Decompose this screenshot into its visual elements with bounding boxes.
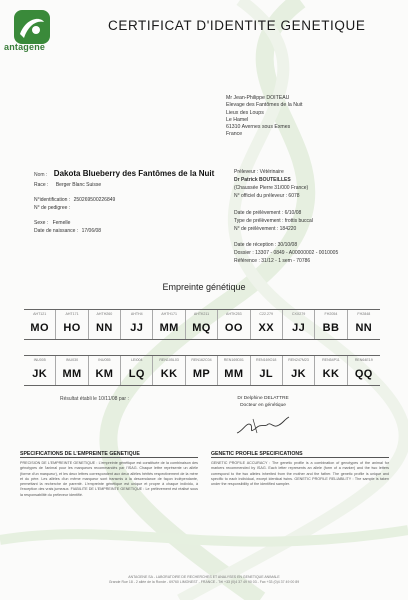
signature-block xyxy=(228,396,298,441)
race-value: Berger Blanc Suisse xyxy=(55,182,102,188)
signer-name: Dr Delphine DELATTRE xyxy=(237,396,289,401)
marker-cell xyxy=(251,310,283,339)
marker-cell xyxy=(56,356,88,385)
marker-locus: REN169O18 xyxy=(256,358,277,362)
pedigree-row xyxy=(34,205,70,211)
pedigree-label: N° de pedigree : xyxy=(34,205,71,211)
marker-alleles: JK xyxy=(291,368,307,380)
marker-locus: AHTK211 xyxy=(193,312,210,316)
marker-locus: C22.279 xyxy=(259,312,274,316)
marker-grid-2 xyxy=(24,355,380,386)
marker-alleles: XX xyxy=(258,322,274,334)
marker-locus: INU030 xyxy=(65,358,79,362)
date-prelevement: Date de prélèvement : 6/10/08 xyxy=(234,210,302,216)
marker-alleles: MM xyxy=(159,322,179,334)
marker-cell xyxy=(186,310,218,339)
marker-alleles: LQ xyxy=(128,368,145,380)
marker-alleles: MO xyxy=(30,322,49,334)
id-row xyxy=(34,197,115,203)
marker-alleles: MM xyxy=(62,368,82,380)
result-line: Résultat établi le 10/11/08 par : xyxy=(60,396,129,402)
marker-locus: REN64E19 xyxy=(354,358,373,362)
preleveur: Préleveur : Vétérinaire xyxy=(234,169,284,175)
reference: Référence : 31/12 - 1 sem - 70786 xyxy=(234,258,311,264)
type-prelevement: Type de prélèvement : frottis buccal xyxy=(234,218,313,224)
marker-alleles: KK xyxy=(160,368,178,380)
marker-cell xyxy=(121,310,153,339)
spec-right-rule xyxy=(211,457,389,458)
signature-icon xyxy=(233,411,293,437)
name-label: Nom : xyxy=(34,172,48,178)
marker-cell xyxy=(89,310,121,339)
marker-cell xyxy=(283,356,315,385)
sex-value: Femelle xyxy=(52,220,71,226)
birth-row xyxy=(34,228,101,234)
dossier: Dossier : 13307 - 0849 - A00000002 - 0010005 xyxy=(234,250,339,256)
animal-name: Dakota Blueberry des Fantômes de la Nuit xyxy=(53,169,215,178)
marker-alleles: MQ xyxy=(192,322,211,334)
marker-alleles: JJ xyxy=(292,322,306,334)
owner-line: Mr Jean-Philippe DOITEAU xyxy=(226,95,290,101)
certificate-title: CERTIFICAT D'IDENTITE GENETIQUE xyxy=(108,18,366,33)
marker-cell xyxy=(89,356,121,385)
marker-cell xyxy=(218,310,250,339)
date-reception: Date de réception : 30/10/08 xyxy=(234,242,298,248)
marker-cell xyxy=(218,356,250,385)
race-row xyxy=(34,182,101,188)
footer-line: ANTAGENE SA - LABORATOIRE DE RECHERCHES ET ANALYSES EN GENETIQUE ANIMALE xyxy=(128,575,280,579)
marker-locus: LEI004 xyxy=(131,358,143,362)
marker-alleles: OO xyxy=(224,322,243,334)
marker-cell xyxy=(283,310,315,339)
marker-locus: AHTH171 xyxy=(161,312,178,316)
spec-right-body: GENETIC PROFILE ACCURACY : The genetic profile is a combination of genotypes of the animal for markers recommended by ISAG. Each letter represents an allele (form of a marker) and the two letters correspond to the two alleles inherited from the mother and the father. The genetic profile is unique and specific to each individual, except identical twins. GENETIC PROFILE RELIABILITY : The sample is taken under the responsibility of the identified sampler. xyxy=(211,461,389,487)
spec-right-title: GENETIC PROFILE SPECIFICATIONS xyxy=(211,451,303,457)
sex-label: Sexe : xyxy=(34,220,49,226)
marker-locus: REN162C04 xyxy=(191,358,212,362)
footer xyxy=(0,575,408,585)
marker-alleles: MM xyxy=(224,368,244,380)
owner-line: Le Hamel xyxy=(226,116,249,123)
section-title: Empreinte génétique xyxy=(162,282,246,292)
owner-line: 61310 Avernes sous Exmes xyxy=(226,124,291,131)
marker-alleles: JJ xyxy=(130,322,144,334)
marker-grid-1 xyxy=(24,309,380,340)
owner-line: Lieux des Loups xyxy=(226,109,264,116)
marker-cell xyxy=(315,310,347,339)
logo-text: antagene xyxy=(4,42,46,52)
marker-cell xyxy=(251,356,283,385)
marker-locus: CXX279 xyxy=(291,312,306,316)
marker-alleles: QQ xyxy=(354,368,373,380)
marker-locus: REN247M23 xyxy=(288,358,309,362)
marker-alleles: JK xyxy=(32,368,48,380)
marker-locus: AHTH260 xyxy=(96,312,113,316)
marker-locus: AHTK253 xyxy=(226,312,242,316)
marker-cell xyxy=(121,356,153,385)
marker-cell xyxy=(24,310,56,339)
marker-cell xyxy=(153,356,185,385)
marker-cell xyxy=(56,310,88,339)
marker-cell xyxy=(24,356,56,385)
id-value: 250269500226849 xyxy=(73,197,116,203)
marker-alleles: JL xyxy=(259,368,274,380)
marker-alleles: HO xyxy=(63,322,81,334)
marker-locus: REN105L03 xyxy=(159,358,179,362)
marker-alleles: NN xyxy=(96,322,113,334)
num-prelevement: N° de prélèvement : 184220 xyxy=(234,226,297,232)
marker-alleles: NN xyxy=(355,322,373,334)
birth-value: 17/06/08 xyxy=(81,228,102,234)
owner-line: Elevage des Fantômes de la Nuit xyxy=(226,102,303,109)
marker-alleles: MP xyxy=(192,368,211,380)
marker-cell xyxy=(153,310,185,339)
vet-address: (Chaussée Pierre 31/000 France) xyxy=(234,185,309,191)
marker-locus: INU005 xyxy=(33,358,46,362)
marker-cell xyxy=(186,356,218,385)
marker-locus: REN54P11 xyxy=(322,358,340,362)
marker-alleles: KM xyxy=(95,368,114,380)
race-label: Race : xyxy=(34,182,49,188)
vet-name: Dr Patrick BOUTEILLES xyxy=(234,177,291,183)
spec-left-rule xyxy=(20,457,198,458)
marker-alleles: KK xyxy=(322,368,340,380)
marker-locus: AHT171 xyxy=(65,312,79,316)
spec-left-title: SPECIFICATIONS DE L'EMPREINTE GENETIQUE xyxy=(20,451,140,457)
marker-cell xyxy=(348,310,380,339)
vet-number: N° officiel du préleveur : 6078 xyxy=(234,193,300,199)
marker-locus: FH2848 xyxy=(357,312,371,316)
marker-locus: FH2054 xyxy=(324,312,338,316)
animal-name-row xyxy=(34,163,214,181)
marker-cell xyxy=(315,356,347,385)
marker-alleles: BB xyxy=(322,322,340,334)
owner-address xyxy=(226,95,302,139)
signer-role: Docteur en génétique xyxy=(240,402,286,408)
marker-cell xyxy=(348,356,380,385)
owner-line: France xyxy=(226,131,243,138)
id-label: N°identification : xyxy=(34,197,71,203)
footer-line: Grande Rue 18 - 2 allée de la Ronde - 69760 LIMONEST - FRANCE - Tél +33 (0)4 37 49 90 03 - Fax +33 (0)4 37 49 00 89 xyxy=(108,580,300,584)
marker-locus: REN169D01 xyxy=(223,358,244,362)
marker-locus: INU055 xyxy=(98,358,111,362)
birth-label: Date de naissance : xyxy=(34,228,79,234)
marker-locus: AHT121 xyxy=(33,312,47,316)
marker-locus: AHTH4 xyxy=(130,312,143,316)
spec-left-body: PRECISION DE L'EMPREINTE GENETIQUE : L'empreinte génétique est constituée de la combinaison des génotypes de l'animal pour les marqueurs recommandés par l'ISAG. Chaque lettre représente un allèle (forme d'un marqueur), et les deux lettres correspondent aux deux allèles hérités respectivement de la mère et du père. Les allèles d'un même marqueur sont transmis à la descendance de façon indépendante, permettant la recherche de parenté. L'empreinte génétique est unique et propre à chaque individu, à l'exception des vrais jumeaux. FIABILITE DE L'EMPREINTE GENETIQUE : Le prélèvement est réalisé sous la responsabilité du préleveur identifié. xyxy=(20,461,198,497)
sex-row xyxy=(34,220,70,226)
